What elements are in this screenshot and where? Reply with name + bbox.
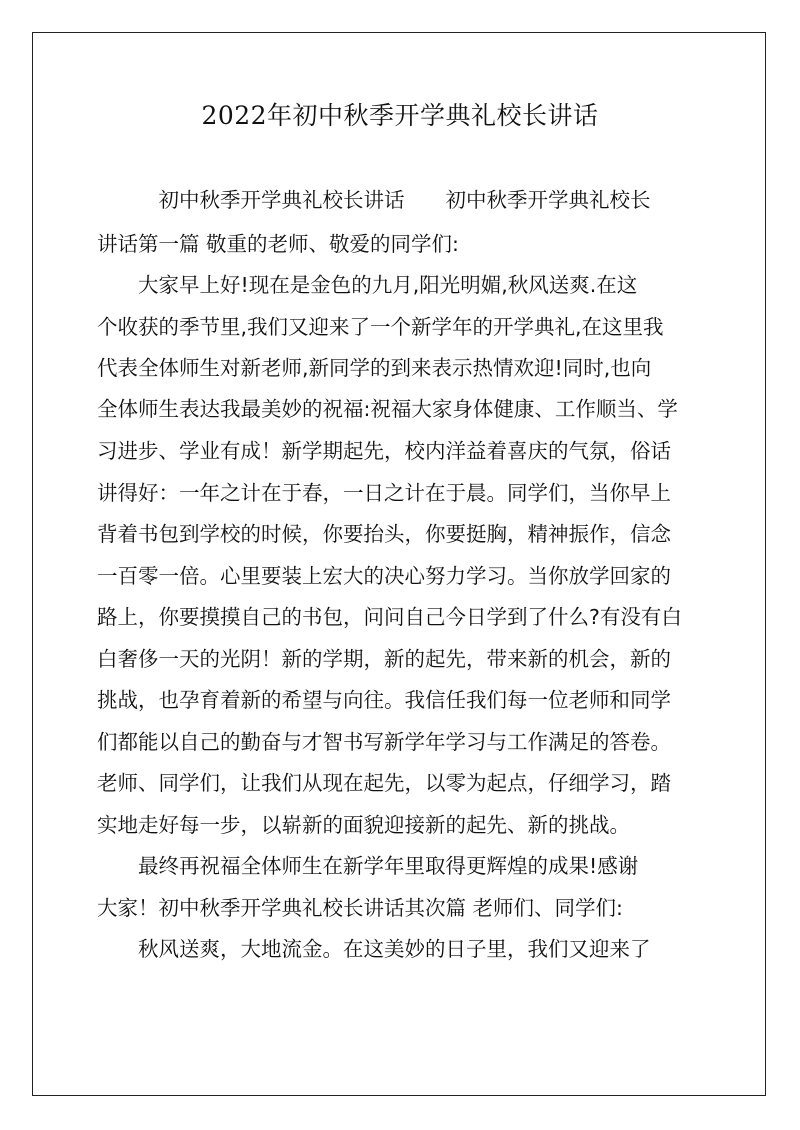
text-line-13: 挑战，也孕育着新的希望与向往。我信任我们每一位老师和同学 [97,688,671,712]
text-line-10: 一百零一倍。心里要装上宏大的决心努力学习。当你放学回家的 [97,564,671,588]
text-line-9: 背着书包到学校的时候，你要抬头，你要挺胸，精神振作，信念 [97,522,671,546]
text-line-7: 习进步、学业有成！新学期起先，校内洋益着喜庆的气氛，俗话 [97,439,671,463]
text-line-14: 们都能以自己的勤奋与才智书写新学年学习与工作满足的答卷。 [97,730,671,754]
text-line-11: 路上，你要摸摸自己的书包，问问自己今日学到了什么?有没有白 [97,605,682,629]
text-line-1: 初中秋季开学典礼校长讲话 初中秋季开学典礼校长 [97,188,651,212]
text-line-15: 老师、同学们，让我们从现在起先，以零为起点，仔细学习，踏 [97,771,671,795]
text-line-8: 讲得好：一年之计在于春，一日之计在于晨。同学们，当你早上 [97,481,671,505]
text-line-3: 大家早上好!现在是金色的九月,阳光明媚,秋风送爽.在这 [97,273,638,297]
text-line-4: 个收获的季节里,我们又迎来了一个新学年的开学典礼,在这里我 [97,315,664,339]
text-line-19: 秋风送爽，大地流金。在这美妙的日子里，我们又迎来了 [97,937,651,961]
text-line-6: 全体师生表达我最美妙的祝福:祝福大家身体健康、工作顺当、学 [97,397,678,421]
document-title: 2022年初中秋季开学典礼校长讲话 [201,101,599,130]
text-line-16: 实地走好每一步，以崭新的面貌迎接新的起先、新的挑战。 [97,813,630,837]
text-line-17: 最终再祝福全体师生在新学年里取得更辉煌的成果!感谢 [97,854,639,878]
text-line-12: 白奢侈一天的光阴！新的学期，新的起先，带来新的机会，新的 [97,647,671,671]
text-line-2: 讲话第一篇 敬重的老师、敬爱的同学们: [97,232,459,256]
text-line-5: 代表全体师生对新老师,新同学的到来表示热情欢迎!同时,也向 [97,356,652,380]
text-line-18: 大家！初中秋季开学典礼校长讲话其次篇 老师们、同学们: [97,896,623,920]
